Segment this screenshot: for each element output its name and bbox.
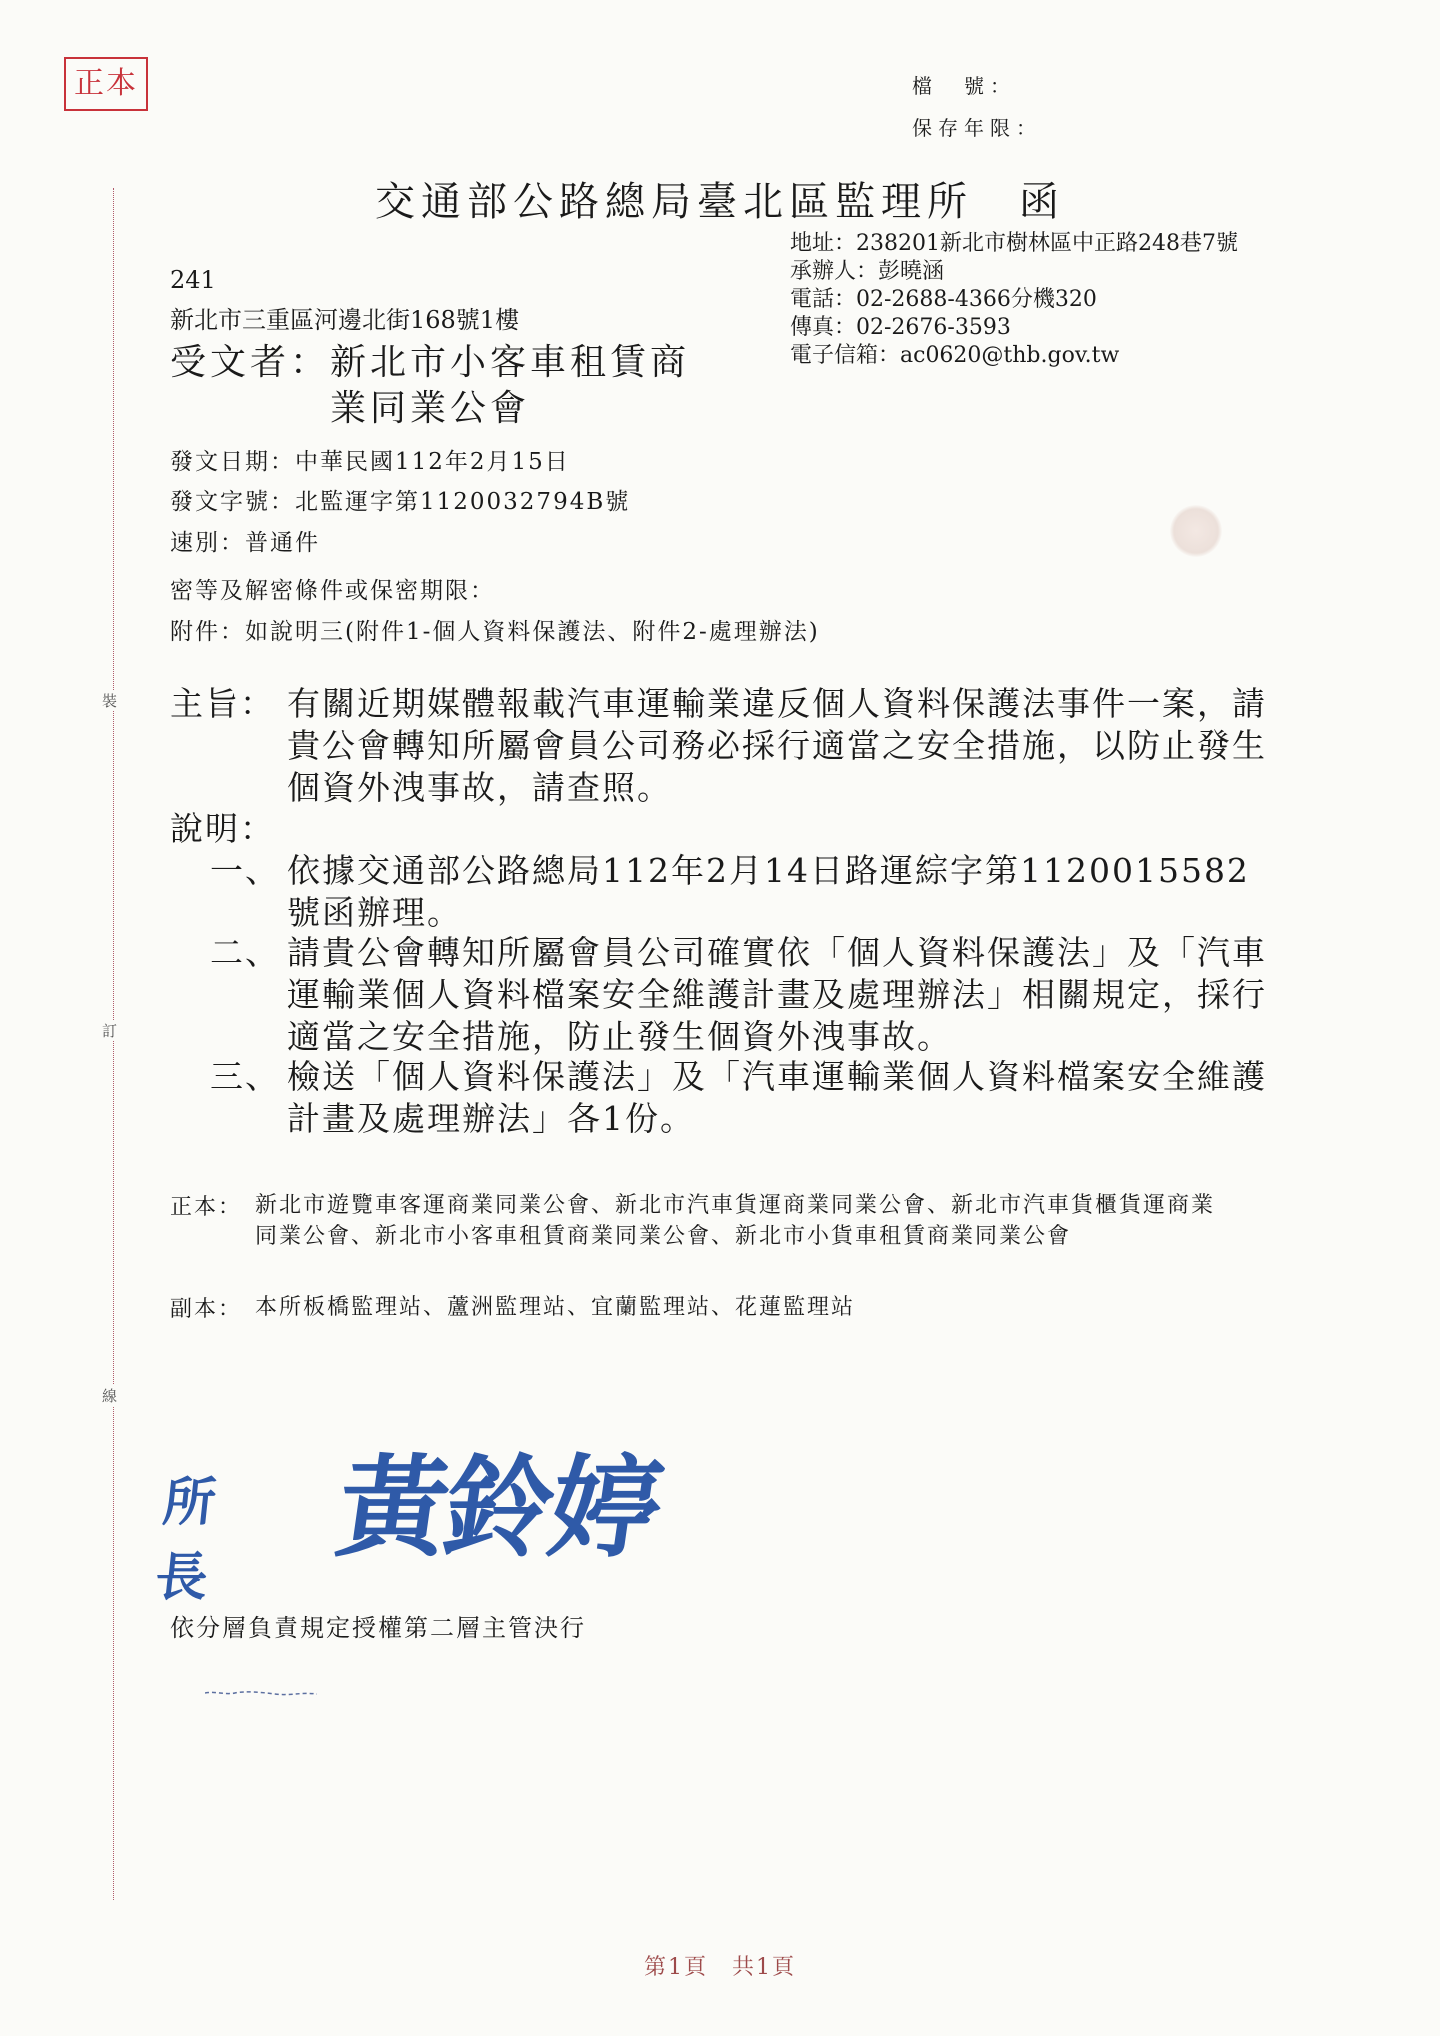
- original-copy-stamp: 正本: [64, 57, 148, 111]
- sender-phone: 電話：02-2688-4366分機320: [790, 287, 1097, 312]
- delegation-note: 依分層負責規定授權第二層主管決行: [170, 1614, 586, 1642]
- explanation-item-3-number: 三、: [210, 1057, 280, 1096]
- copy-recipients-text: 本所板橋監理站、蘆洲監理站、宜蘭監理站、花蓮監理站: [255, 1295, 856, 1320]
- binding-mark-ding: 訂: [102, 1022, 118, 1040]
- secrecy-level: 密等及解密條件或保密期限：: [170, 578, 495, 604]
- ink-scribble: [205, 1690, 317, 1696]
- binding-mark-zhuang: 裝: [102, 692, 118, 710]
- subject-text: 有關近期媒體報載汽車運輸業違反個人資料保護法事件一案，請貴公會轉知所屬會員公司務必採行適當之安全措施，以防止發生個資外洩事故，請查照。: [287, 684, 1267, 807]
- sender-email: 電子信箱：ac0620@thb.gov.tw: [790, 343, 1120, 368]
- document-title: 交通部公路總局臺北區監理所 函: [375, 179, 1065, 225]
- page-footer: 第1頁 共1頁: [644, 1955, 796, 1980]
- main-recipients-text: 新北市遊覽車客運商業同業公會、新北市汽車貨運商業同業公會、新北市汽車貨櫃貨運商業同業公會、新北市小客車租賃商業同業公會、新北市小貨車租賃商業同業公會: [255, 1193, 1216, 1249]
- sender-address: 地址：238201新北市樹林區中正路248巷7號: [790, 231, 1238, 256]
- issue-date: 發文日期：中華民國112年2月15日: [170, 449, 570, 475]
- binding-line: [113, 188, 114, 1900]
- retention-period-label: 保存年限：: [912, 116, 1042, 140]
- sender-handler: 承辦人：彭曉涵: [790, 259, 945, 284]
- binding-mark-xian: 線: [102, 1387, 118, 1405]
- document-number: 發文字號：北監運字第1120032794B號: [170, 489, 631, 515]
- recipient-address: 新北市三重區河邊北街168號1樓: [170, 306, 520, 334]
- explanation-label: 說明：: [170, 809, 275, 848]
- explanation-item-1-text: 依據交通部公路總局112年2月14日路運綜字第1120015582號函辦理。: [287, 851, 1250, 932]
- subject-label: 主旨：: [170, 684, 275, 723]
- explanation-item-1-number: 一、: [210, 851, 280, 890]
- recipient-label: 受文者：: [170, 342, 331, 383]
- delivery-speed: 速別：普通件: [170, 530, 320, 556]
- attachment-line: 附件：如說明三(附件1-個人資料保護法、附件2-處理辦法): [170, 619, 820, 645]
- copy-recipients-label: 副本：: [170, 1297, 243, 1322]
- recipient-name: 新北市小客車租賃商業同業公會: [330, 342, 691, 429]
- signature-name: 黃鈴婷: [329, 1443, 666, 1572]
- explanation-item-3-text: 檢送「個人資料保護法」及「汽車運輸業個人資料檔案安全維護計畫及處理辦法」各1份。: [287, 1057, 1267, 1138]
- scan-mark: [1170, 505, 1222, 557]
- main-recipients-label: 正本：: [170, 1195, 243, 1220]
- explanation-item-2-number: 二、: [210, 933, 280, 972]
- recipient-zip: 241: [170, 266, 216, 294]
- file-number-label: 檔 號：: [912, 74, 1016, 98]
- sender-fax: 傳真：02-2676-3593: [790, 315, 1011, 340]
- explanation-item-2-text: 請貴公會轉知所屬會員公司確實依「個人資料保護法」及「汽車運輸業個人資料檔案安全維護計畫及處理辦法」相關規定，採行適當之安全措施，防止發生個資外洩事故。: [287, 933, 1267, 1056]
- signature-title: 所長: [152, 1472, 217, 1608]
- sender-info: [790, 230, 1238, 370]
